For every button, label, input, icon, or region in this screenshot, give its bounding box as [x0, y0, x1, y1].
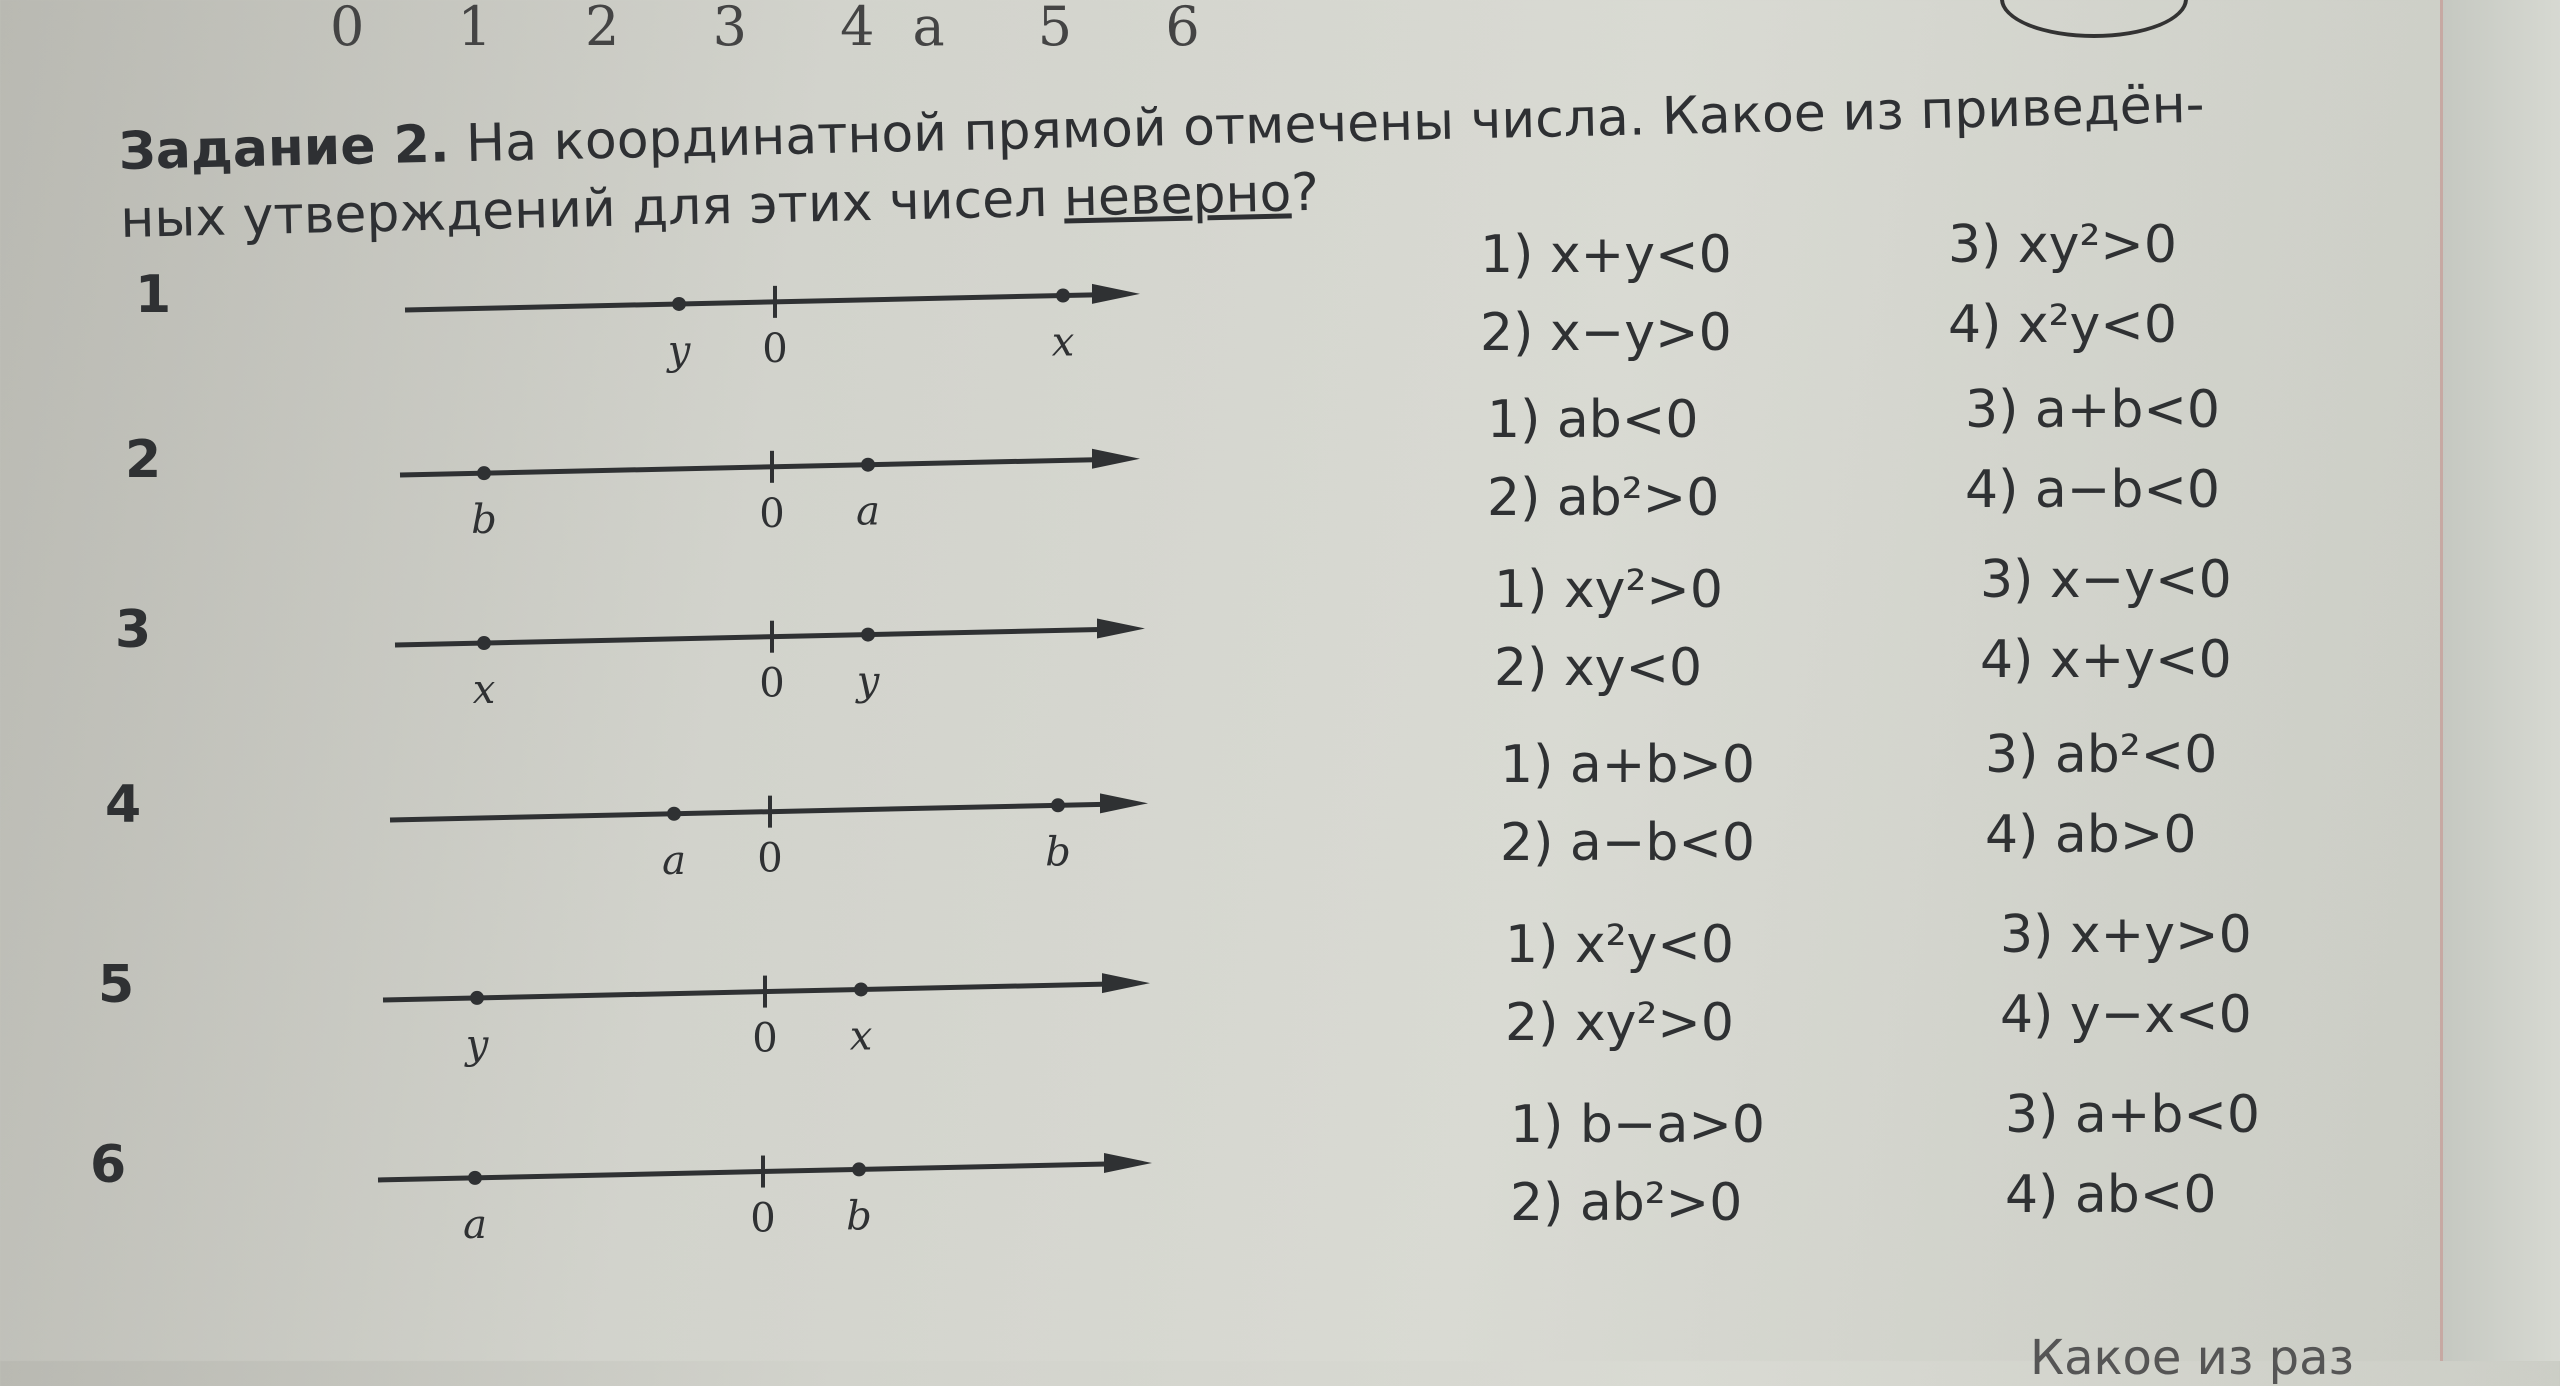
row-number: 2: [125, 430, 162, 490]
answer-option: 1) b−a>0: [1510, 1095, 1765, 1155]
answer-option: 2) xy²>0: [1505, 993, 1734, 1053]
task-text-2: ных утверждений для этих чисел: [119, 168, 1065, 250]
answer-option: 4) y−x<0: [2000, 985, 2252, 1045]
axis-line: [378, 1164, 1112, 1180]
point-x: [477, 636, 491, 650]
task-text-1: На координатной прямой отмечены числа. Какое из приведён-: [448, 74, 2206, 175]
axis-line: [383, 984, 1110, 1000]
point-y: [861, 628, 875, 642]
answer-option: 3) x+y>0: [2000, 905, 2252, 965]
answer-option: 1) x+y<0: [1480, 225, 1732, 285]
task-emphasis: неверно: [1063, 163, 1292, 229]
answer-option: 2) x−y>0: [1480, 303, 1732, 363]
answer-option: 1) ab<0: [1487, 390, 1699, 450]
point-x: [1056, 289, 1070, 303]
answer-option: 2) a−b<0: [1500, 813, 1755, 873]
axis-line: [400, 460, 1100, 475]
point-x: [854, 982, 868, 996]
point-b: [1051, 798, 1065, 812]
point-label-y: y: [856, 658, 880, 705]
point-y: [672, 297, 686, 311]
answer-option: 2) ab²>0: [1510, 1173, 1743, 1233]
axis-line: [395, 629, 1105, 645]
row-number: 5: [98, 955, 135, 1015]
answer-option: 4) x²y<0: [1948, 295, 2177, 355]
point-label-a: a: [662, 837, 686, 884]
axis-arrow: [1102, 973, 1150, 993]
point-b: [477, 466, 491, 480]
point-label-0: 0: [762, 325, 788, 372]
point-label-0: 0: [750, 1195, 776, 1242]
point-label-y: y: [465, 1021, 489, 1068]
point-b: [852, 1162, 866, 1176]
axis-arrow: [1097, 619, 1145, 639]
axis-arrow: [1100, 793, 1148, 813]
point-label-0: 0: [752, 1015, 778, 1062]
point-a: [667, 807, 681, 821]
answer-option: 2) ab²>0: [1487, 468, 1720, 528]
point-label-x: x: [849, 1013, 873, 1060]
row-number: 4: [105, 775, 142, 835]
top-scribble: 0 1 2 3 4a 5 6: [330, 0, 1238, 58]
answer-option: 1) a+b>0: [1500, 735, 1755, 795]
point-label-a: a: [463, 1201, 487, 1248]
answer-option: 2) xy<0: [1494, 638, 1703, 698]
answer-option: 1) x²y<0: [1505, 915, 1734, 975]
answer-option: 3) x−y<0: [1980, 550, 2232, 610]
point-label-0: 0: [759, 490, 785, 537]
point-a: [468, 1171, 482, 1185]
point-label-y: y: [667, 327, 691, 374]
axis-arrow: [1104, 1153, 1152, 1173]
point-label-b: b: [846, 1193, 872, 1240]
axis-line: [390, 804, 1108, 820]
point-a: [861, 458, 875, 472]
point-label-x: x: [1051, 319, 1075, 366]
answer-option: 4) ab<0: [2005, 1165, 2217, 1225]
row-number: 1: [135, 265, 172, 325]
answer-option: 3) ab²<0: [1985, 725, 2218, 785]
answer-option: 1) xy²>0: [1494, 560, 1723, 620]
point-label-0: 0: [759, 660, 785, 707]
axis-arrow: [1092, 449, 1140, 469]
answer-option: 4) x+y<0: [1980, 630, 2232, 690]
answer-option: 4) ab>0: [1985, 805, 2197, 865]
answer-option: 3) xy²>0: [1948, 215, 2177, 275]
answer-option: 3) a+b<0: [2005, 1085, 2260, 1145]
row-number: 6: [90, 1135, 127, 1195]
answer-option: 4) a−b<0: [1965, 460, 2220, 520]
answer-option: 3) a+b<0: [1965, 380, 2220, 440]
point-label-b: b: [1045, 829, 1071, 876]
bottom-cut-text: Какое из раз: [2030, 1330, 2355, 1386]
axis-arrow: [1092, 284, 1140, 304]
point-label-a: a: [856, 488, 880, 535]
point-label-x: x: [472, 667, 496, 714]
task-question-mark: ?: [1290, 162, 1320, 224]
row-number: 3: [115, 600, 152, 660]
point-label-0: 0: [757, 835, 783, 882]
task-label: Задание 2.: [118, 114, 451, 182]
point-y: [470, 991, 484, 1005]
axis-line: [405, 295, 1100, 310]
point-label-b: b: [471, 497, 497, 544]
